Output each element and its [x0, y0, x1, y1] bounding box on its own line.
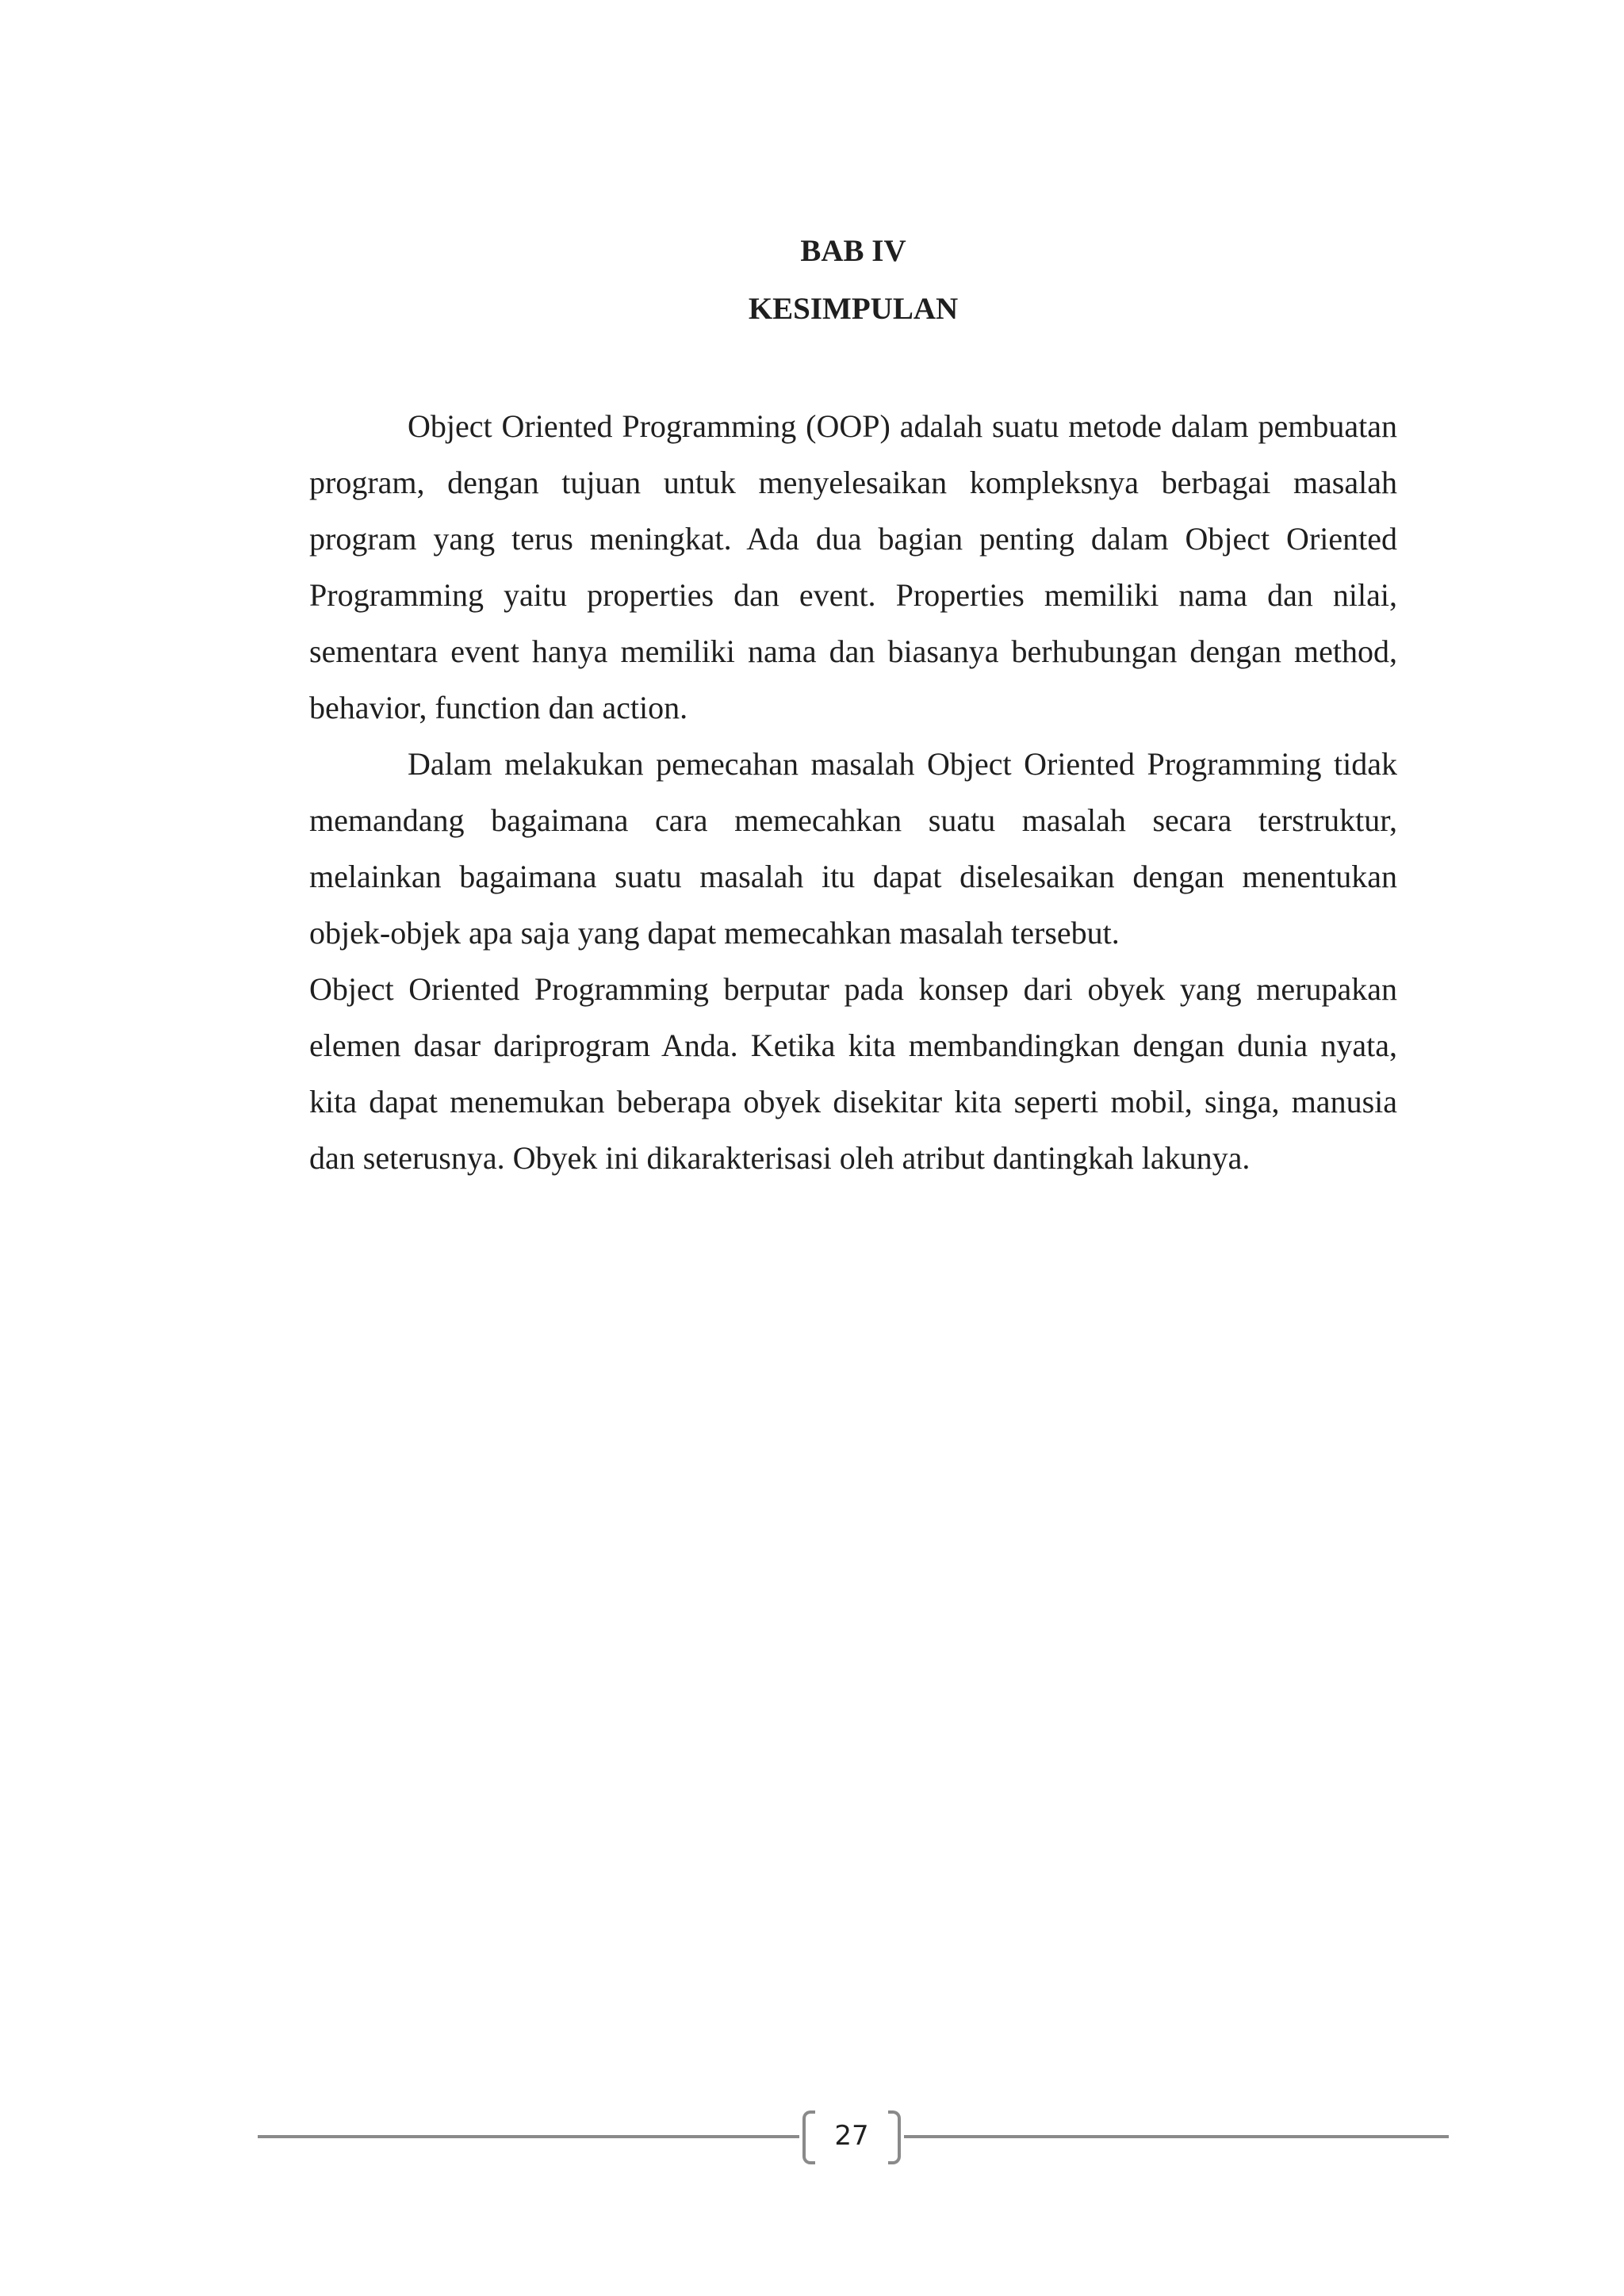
paragraph-objects-concept: Object Oriented Programming berputar pada konsep dari obyek yang merupakan elemen dasar dariprogram Anda. Ketika kita membandingkan dengan dunia nyata, kita dapat menemukan beberapa obyek disekitar kita seperti mobil, singa, manusia dan seterusnya. Obyek ini dikarakterisasi oleh atribut dantingkah lakunya.	[309, 971, 1397, 1176]
footer-rule-left	[258, 2135, 799, 2138]
open-bracket-icon	[802, 2110, 815, 2164]
chapter-title: KESIMPULAN	[748, 292, 959, 326]
page-number: 27	[834, 2120, 869, 2152]
paragraph-problem-solving: Dalam melakukan pemecahan masalah Object Oriented Programming tidak memandang bagaimana cara memecahkan suatu masalah secara terstruktur, melainkan bagaimana suatu masalah itu dapat diselesaikan dengan menentukan objek-objek apa saja yang dapat memecahkan masalah tersebut.	[309, 746, 1397, 951]
footer-rule-right	[904, 2135, 1449, 2138]
chapter-number: BAB IV	[800, 234, 906, 268]
close-bracket-icon	[888, 2110, 901, 2164]
chapter-body	[309, 398, 1397, 1186]
paragraph-oop-definition: Object Oriented Programming (OOP) adalah suatu metode dalam pembuatan program, dengan tujuan untuk menyelesaikan kompleksnya berbagai masalah program yang terus meningkat. Ada dua bagian penting dalam Object Oriented Programming yaitu properties dan event. Properties memiliki nama dan nilai, sementara event hanya memiliki nama dan biasanya berhubungan dengan method, behavior, function dan action.	[309, 408, 1397, 725]
